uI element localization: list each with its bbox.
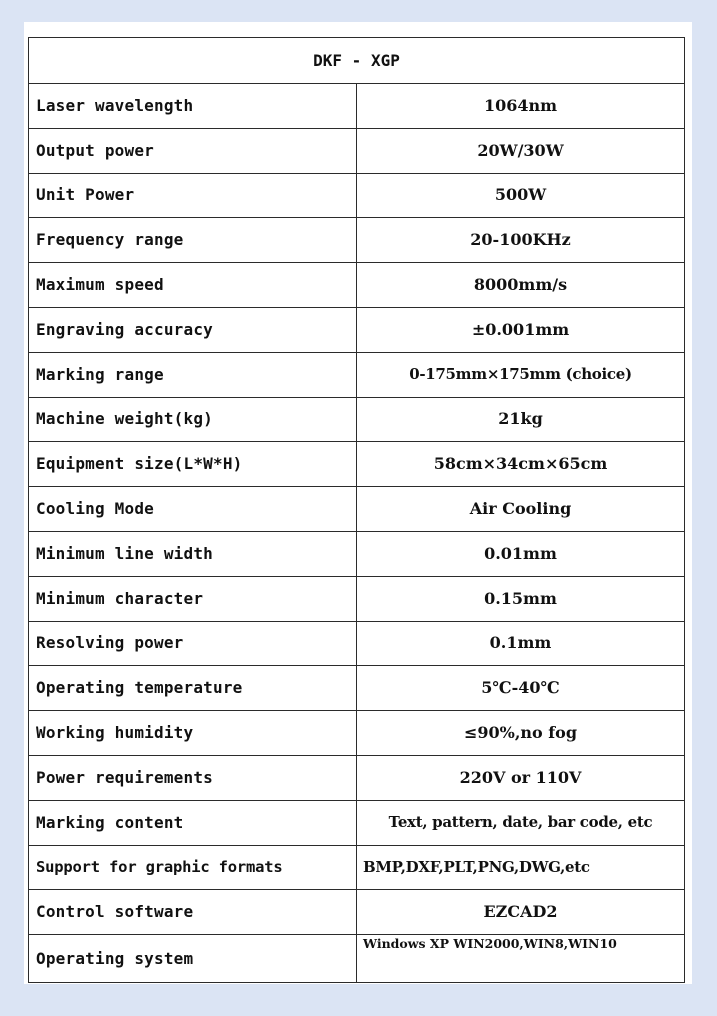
table-row — [29, 531, 685, 576]
spec-value: Text, pattern, date, bar code, etc — [357, 800, 685, 845]
spec-value: 20W/30W — [357, 128, 685, 173]
spec-value: ±0.001mm — [357, 307, 685, 352]
spec-value: ≤90%,no fog — [357, 711, 685, 756]
spec-value: 0-175mm×175mm (choice) — [357, 352, 685, 397]
table-row — [29, 666, 685, 711]
spec-label: Minimum character — [29, 576, 357, 621]
table-row — [29, 621, 685, 666]
table-row — [29, 755, 685, 800]
spec-sheet — [24, 22, 692, 984]
spec-label: Resolving power — [29, 621, 357, 666]
table-row — [29, 173, 685, 218]
spec-label: Maximum speed — [29, 263, 357, 308]
spec-label: Cooling Mode — [29, 487, 357, 532]
table-row — [29, 890, 685, 935]
spec-label: Output power — [29, 128, 357, 173]
spec-label: Engraving accuracy — [29, 307, 357, 352]
spec-value: 5℃-40℃ — [357, 666, 685, 711]
table-row — [29, 128, 685, 173]
table-row — [29, 263, 685, 308]
table-row — [29, 84, 685, 129]
table-row — [29, 352, 685, 397]
spec-label: Support for graphic formats — [29, 845, 357, 890]
spec-value: 0.15mm — [357, 576, 685, 621]
table-row — [29, 442, 685, 487]
spec-value: 21kg — [357, 397, 685, 442]
spec-label: Equipment size(L*W*H) — [29, 442, 357, 487]
spec-value: 0.01mm — [357, 531, 685, 576]
table-row — [29, 218, 685, 263]
table-row — [29, 487, 685, 532]
table-row — [29, 397, 685, 442]
spec-value: BMP,DXF,PLT,PNG,DWG,etc — [357, 845, 685, 890]
table-row — [29, 307, 685, 352]
table-row — [29, 935, 685, 983]
table-row — [29, 711, 685, 756]
spec-value: Air Cooling — [357, 487, 685, 532]
spec-label: Marking range — [29, 352, 357, 397]
spec-label: Working humidity — [29, 711, 357, 756]
table-row — [29, 845, 685, 890]
spec-label: Frequency range — [29, 218, 357, 263]
spec-value: 8000mm/s — [357, 263, 685, 308]
table-row — [29, 576, 685, 621]
spec-value: Windows XP WIN2000,WIN8,WIN10 — [357, 935, 685, 983]
spec-value: EZCAD2 — [357, 890, 685, 935]
spec-table — [28, 37, 685, 983]
spec-label: Minimum line width — [29, 531, 357, 576]
spec-value: 500W — [357, 173, 685, 218]
spec-label: Control software — [29, 890, 357, 935]
spec-label: Unit Power — [29, 173, 357, 218]
spec-value: 220V or 110V — [357, 755, 685, 800]
table-title-row — [29, 38, 685, 84]
spec-label: Power requirements — [29, 755, 357, 800]
spec-label: Operating system — [29, 935, 357, 983]
spec-label: Marking content — [29, 800, 357, 845]
spec-label: Machine weight(kg) — [29, 397, 357, 442]
table-row — [29, 800, 685, 845]
spec-value: 20-100KHz — [357, 218, 685, 263]
spec-value: 58cm×34cm×65cm — [357, 442, 685, 487]
spec-label: Operating temperature — [29, 666, 357, 711]
spec-label: Laser wavelength — [29, 84, 357, 129]
table-title: DKF - XGP — [29, 38, 685, 84]
spec-value: 1064nm — [357, 84, 685, 129]
spec-value: 0.1mm — [357, 621, 685, 666]
